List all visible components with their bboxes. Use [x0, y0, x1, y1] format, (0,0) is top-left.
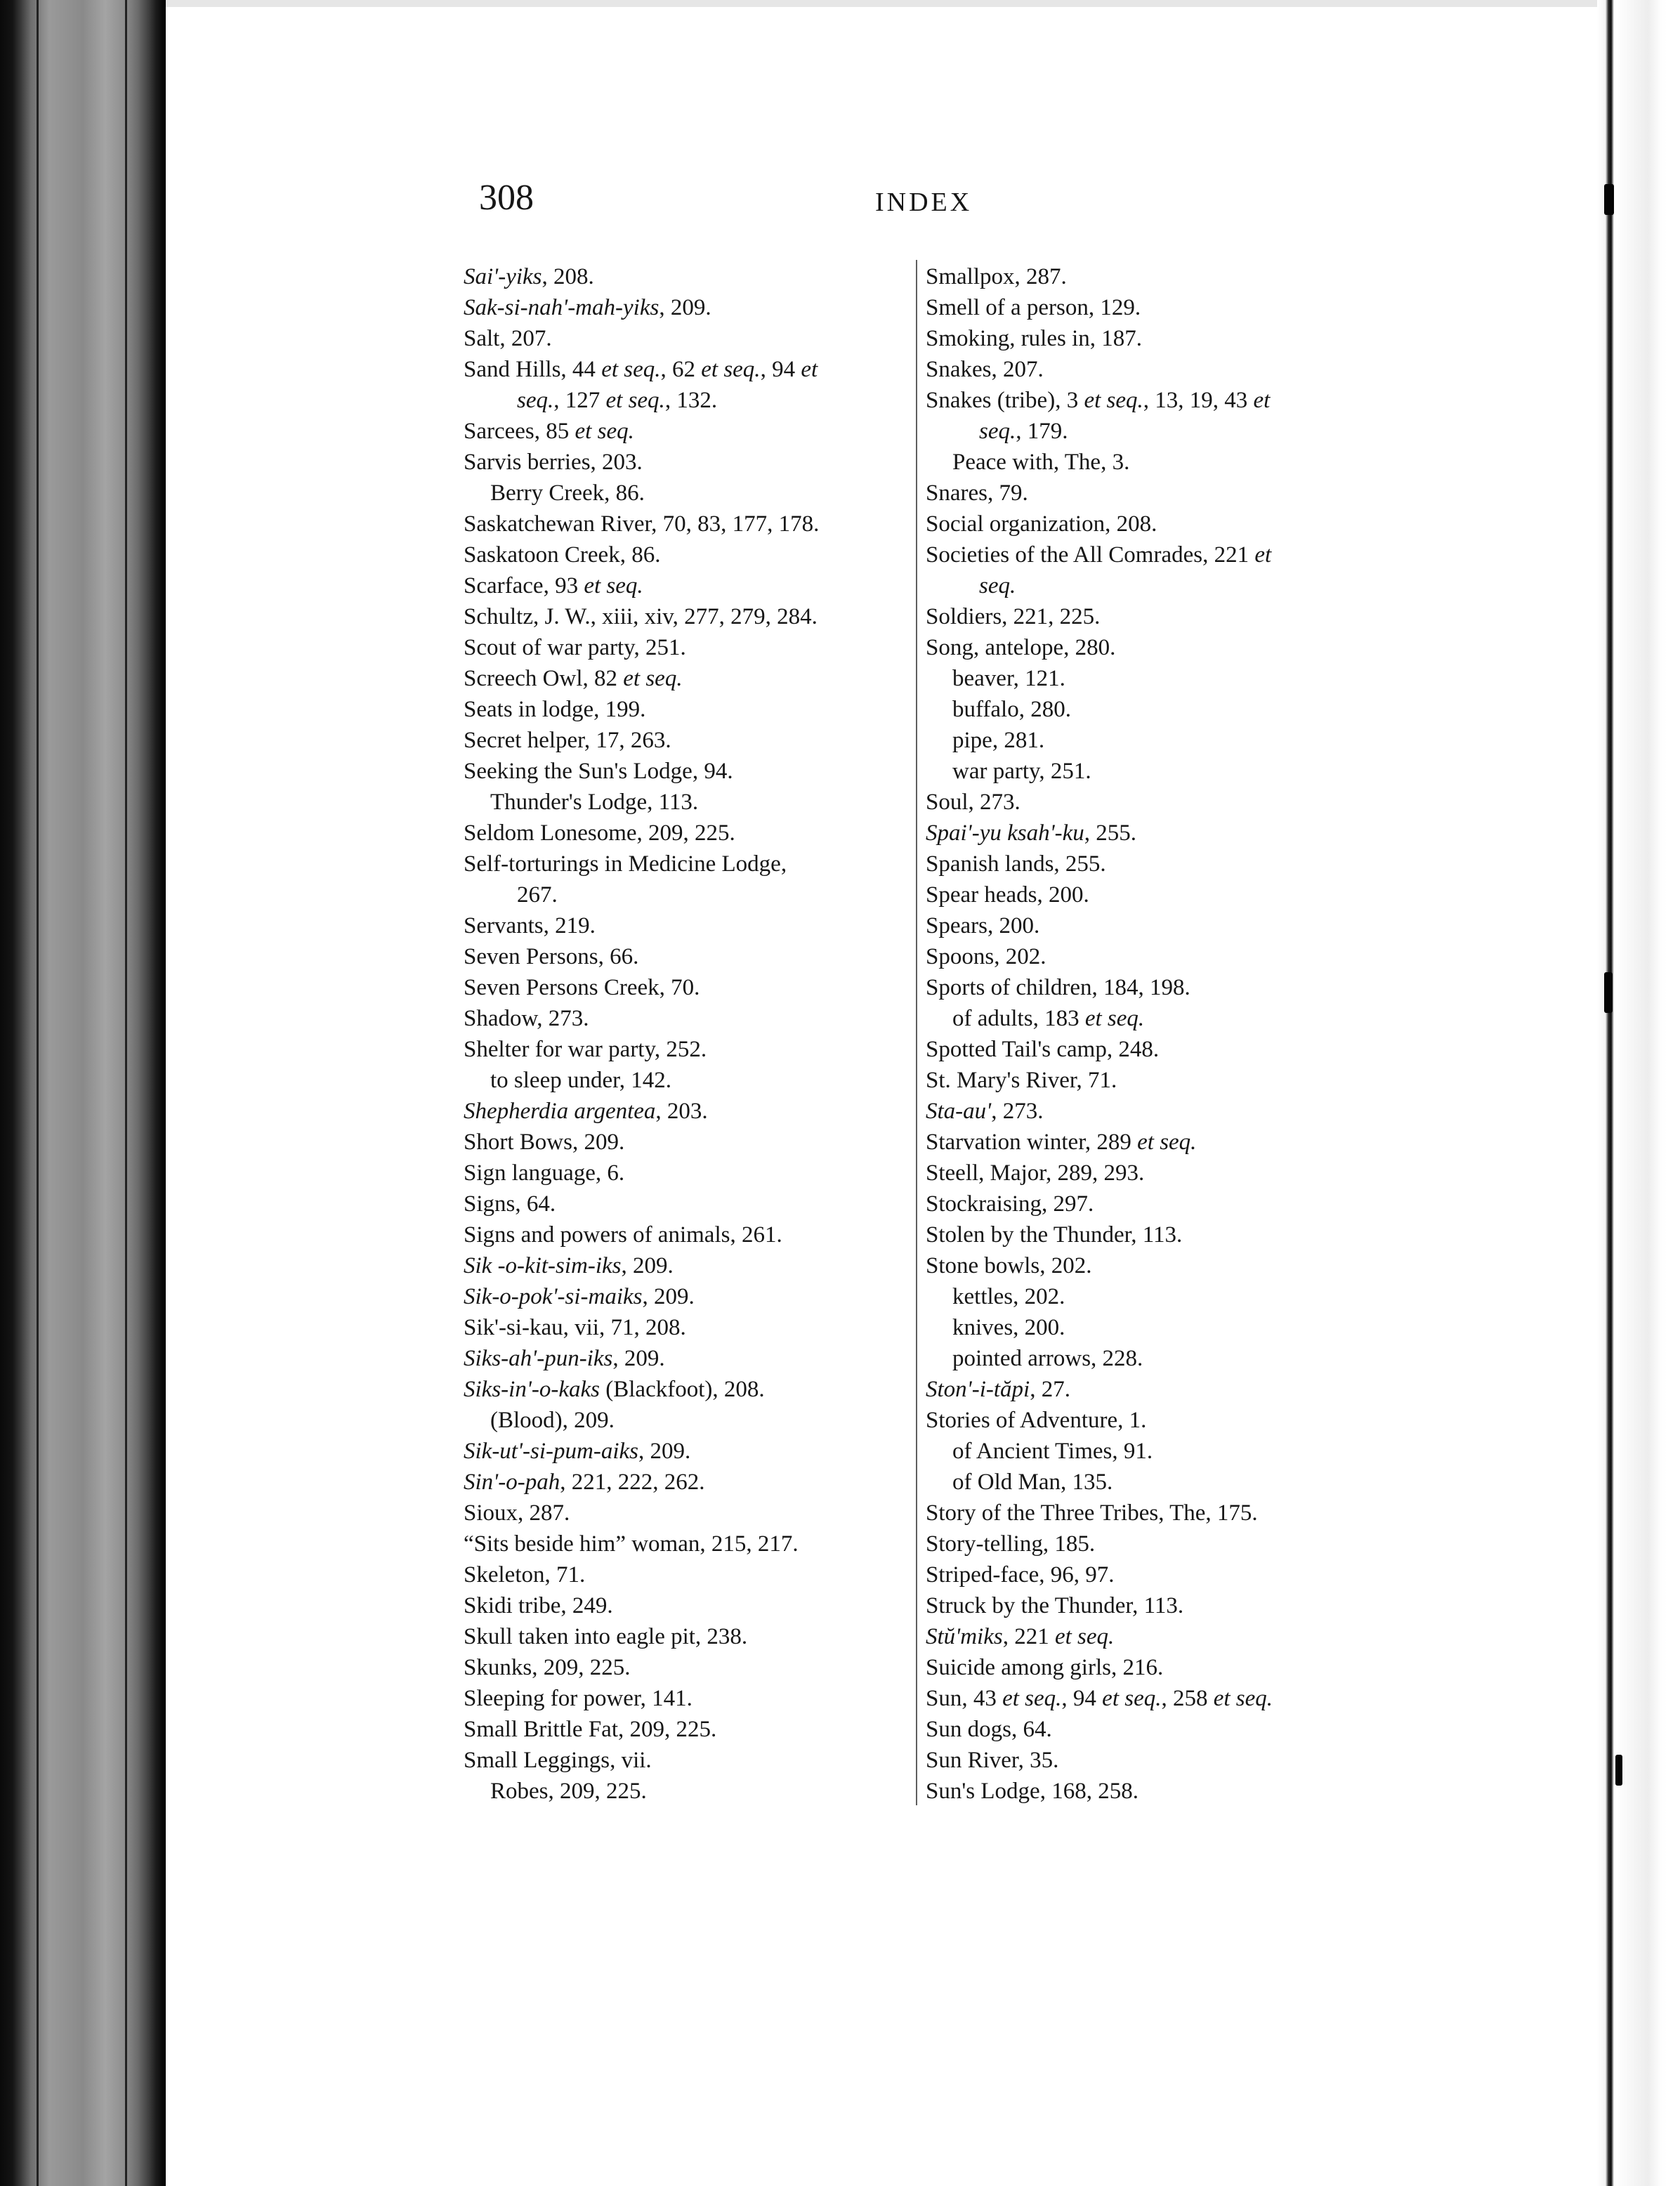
italic-term: Ston'-i-tăpi — [926, 1377, 1030, 1402]
edge-mark — [1615, 1755, 1622, 1786]
entry-text: Spotted Tail's camp, 248. — [926, 1037, 1160, 1062]
index-entry — [464, 1436, 921, 1467]
italic-term: et seq. — [1002, 1686, 1062, 1711]
italic-term: et seq. — [623, 666, 683, 691]
index-entry — [464, 1590, 921, 1621]
index-entry — [926, 632, 1417, 663]
entry-text: Sign language, 6. — [464, 1160, 625, 1186]
entry-text: Secret helper, 17, 263. — [464, 728, 671, 753]
index-entry — [464, 1652, 921, 1683]
index-entry — [926, 849, 1417, 879]
index-entry — [926, 1621, 1417, 1652]
entry-text: Steell, Major, 289, 293. — [926, 1160, 1145, 1186]
index-entry — [464, 1498, 921, 1529]
entry-text: beaver, 121. — [952, 666, 1065, 691]
italic-term: et seq. — [584, 573, 643, 598]
entry-text: of Old Man, 135. — [952, 1470, 1113, 1495]
entry-text: 267. — [517, 882, 558, 908]
entry-text: “Sits beside him” woman, 215, 217. — [464, 1531, 799, 1557]
index-entry — [926, 1219, 1417, 1250]
entry-text: Skull taken into eagle pit, 238. — [464, 1624, 748, 1649]
index-entry — [926, 941, 1417, 972]
entry-text: , 209. — [621, 1253, 674, 1278]
index-entry — [926, 1405, 1417, 1436]
index-entry-continuation — [464, 385, 921, 416]
italic-term: et seq. — [1137, 1130, 1197, 1155]
entry-text: Robes, 209, 225. — [490, 1779, 647, 1804]
italic-term: et — [1254, 542, 1272, 568]
entry-text: Salt, 207. — [464, 326, 552, 351]
index-entry — [464, 1621, 921, 1652]
entry-text: , 208. — [542, 264, 594, 289]
entry-text: Starvation winter, 289 — [926, 1130, 1138, 1155]
entry-text: Scarface, 93 — [464, 573, 584, 598]
index-entry — [926, 292, 1417, 323]
entry-text: Song, antelope, 280. — [926, 635, 1116, 660]
entry-text: Saskatchewan River, 70, 83, 177, 178. — [464, 511, 820, 537]
index-entry — [464, 416, 921, 447]
italic-term: et seq. — [1084, 1006, 1145, 1031]
index-column-left — [464, 261, 921, 1807]
index-entry — [464, 1219, 921, 1250]
index-entry — [464, 1189, 921, 1219]
entry-text: Berry Creek, 86. — [490, 480, 645, 506]
italic-term: seq. — [979, 419, 1016, 444]
index-entry — [464, 849, 921, 879]
entry-text: knives, 200. — [952, 1315, 1065, 1340]
index-entry — [926, 1559, 1417, 1590]
entry-text: Skunks, 209, 225. — [464, 1655, 631, 1680]
entry-text: , 258 — [1161, 1686, 1214, 1711]
entry-text: Thunder's Lodge, 113. — [490, 790, 699, 815]
italic-term: Sin'-o-pah — [464, 1470, 560, 1495]
index-subentry — [926, 1312, 1417, 1343]
entry-text: , 62 — [660, 357, 702, 382]
entry-text: to sleep under, 142. — [490, 1068, 672, 1093]
index-entry — [464, 1559, 921, 1590]
index-entry — [926, 1776, 1417, 1807]
edge-mark — [1604, 972, 1613, 1013]
index-subentry — [464, 787, 921, 818]
index-entry — [464, 1034, 921, 1065]
italic-term: et seq. — [601, 357, 661, 382]
index-subentry — [926, 1343, 1417, 1374]
italic-term: Shepherdia argentea — [464, 1099, 656, 1124]
page-right-edge — [1597, 0, 1680, 2186]
index-entry — [926, 910, 1417, 941]
index-entry — [464, 941, 921, 972]
index-entry — [926, 787, 1417, 818]
book-binding-edge — [0, 0, 166, 2186]
entry-text: Sleeping for power, 141. — [464, 1686, 693, 1711]
index-entry — [464, 663, 921, 694]
index-entry — [926, 539, 1417, 570]
italic-term: et seq. — [575, 419, 634, 444]
entry-text: pipe, 281. — [952, 728, 1045, 753]
entry-text: Signs, 64. — [464, 1191, 556, 1217]
entry-text: Sarcees, 85 — [464, 419, 575, 444]
entry-text: Sun dogs, 64. — [926, 1717, 1052, 1742]
entry-text: war party, 251. — [952, 759, 1091, 784]
entry-text: , 255. — [1084, 820, 1137, 846]
entry-text: Snakes (tribe), 3 — [926, 388, 1084, 413]
index-entry — [464, 1714, 921, 1745]
italic-term: Stŭ'miks — [926, 1624, 1003, 1649]
index-entry — [464, 632, 921, 663]
entry-text: Snakes, 207. — [926, 357, 1044, 382]
entry-text: Sun's Lodge, 168, 258. — [926, 1779, 1138, 1804]
entry-text: , 209. — [642, 1284, 695, 1309]
entry-text: Soul, 273. — [926, 790, 1021, 815]
entry-text: of adults, 183 — [952, 1006, 1085, 1031]
italic-term: Sik-ut'-si-pum-aiks — [464, 1439, 638, 1464]
entry-text: Signs and powers of animals, 261. — [464, 1222, 782, 1248]
entry-text: Story-telling, 185. — [926, 1531, 1096, 1557]
index-entry — [926, 1096, 1417, 1127]
index-entry-continuation — [464, 879, 921, 910]
index-entry — [926, 1498, 1417, 1529]
index-entry — [464, 447, 921, 478]
index-entry — [926, 354, 1417, 385]
italic-term: Sak-si-nah'-mah-yiks — [464, 295, 659, 320]
italic-term: Siks-in'-o-kaks — [464, 1377, 600, 1402]
entry-text: Saskatoon Creek, 86. — [464, 542, 661, 568]
italic-term: et — [801, 357, 818, 382]
italic-term: Sik-o-pok'-si-maiks — [464, 1284, 643, 1309]
entry-text: , 209. — [659, 295, 711, 320]
index-entry — [926, 1189, 1417, 1219]
italic-term: seq. — [979, 573, 1016, 598]
index-subentry — [464, 1405, 921, 1436]
entry-text: , 27. — [1030, 1377, 1070, 1402]
italic-term: et seq. — [1084, 388, 1143, 413]
italic-term: Spai'-yu ksah'-ku — [926, 820, 1084, 846]
entry-text: (Blackfoot), 208. — [600, 1377, 765, 1402]
entry-text: Shelter for war party, 252. — [464, 1037, 707, 1062]
entry-text: Scout of war party, 251. — [464, 635, 686, 660]
entry-text: , 179. — [1016, 419, 1068, 444]
index-subentry — [464, 1065, 921, 1096]
entry-text: Skeleton, 71. — [464, 1562, 586, 1588]
index-entry — [464, 818, 921, 849]
index-entry — [464, 725, 921, 756]
index-entry — [926, 1745, 1417, 1776]
entry-text: Seeking the Sun's Lodge, 94. — [464, 759, 733, 784]
entry-text: , 209. — [612, 1346, 665, 1371]
index-entry — [926, 1529, 1417, 1559]
page-number: 308 — [479, 178, 534, 218]
entry-text: , 273. — [991, 1099, 1044, 1124]
entry-text: Seats in lodge, 199. — [464, 697, 646, 722]
entry-text: Smell of a person, 129. — [926, 295, 1141, 320]
entry-text: , 132. — [664, 388, 718, 413]
entry-text: Self-torturings in Medicine Lodge, — [464, 851, 787, 877]
entry-text: Stories of Adventure, 1. — [926, 1408, 1147, 1433]
entry-text: Stolen by the Thunder, 113. — [926, 1222, 1183, 1248]
binding-line — [125, 0, 127, 2186]
entry-text: , 13, 19, 43 — [1143, 388, 1254, 413]
index-entry — [464, 1281, 921, 1312]
index-entry — [464, 1374, 921, 1405]
index-entry — [926, 972, 1417, 1003]
italic-term: et seq. — [701, 357, 761, 382]
index-entry — [464, 694, 921, 725]
index-subentry — [926, 1467, 1417, 1498]
index-entry — [464, 601, 921, 632]
entry-text: Seven Persons Creek, 70. — [464, 975, 700, 1000]
index-subentry — [464, 478, 921, 509]
index-entry — [926, 1374, 1417, 1405]
entry-text: Seven Persons, 66. — [464, 944, 639, 969]
entry-text: , 221 — [1002, 1624, 1055, 1649]
index-entry — [464, 261, 921, 292]
entry-text: Sand Hills, 44 — [464, 357, 602, 382]
index-subentry — [926, 725, 1417, 756]
index-entry — [926, 261, 1417, 292]
index-entry-continuation — [926, 416, 1417, 447]
index-subentry — [926, 756, 1417, 787]
index-subentry — [926, 694, 1417, 725]
italic-term: et seq. — [1054, 1624, 1115, 1649]
italic-term: Siks-ah'-pun-iks — [464, 1346, 613, 1371]
entry-text: , 127 — [553, 388, 606, 413]
index-entry — [464, 1467, 921, 1498]
index-entry — [926, 509, 1417, 539]
index-entry — [926, 1034, 1417, 1065]
entry-text: Schultz, J. W., xiii, xiv, 277, 279, 284. — [464, 604, 818, 629]
entry-text: Societies of the All Comrades, 221 — [926, 542, 1255, 568]
index-entry — [926, 1683, 1417, 1714]
entry-text: Small Brittle Fat, 209, 225. — [464, 1717, 717, 1742]
entry-text: Stockraising, 297. — [926, 1191, 1094, 1217]
entry-text: Sik'-si-kau, vii, 71, 208. — [464, 1315, 686, 1340]
index-entry — [464, 1683, 921, 1714]
entry-text: Shadow, 273. — [464, 1006, 589, 1031]
index-entry — [464, 354, 921, 385]
italic-term: seq. — [517, 388, 554, 413]
index-subentry — [926, 447, 1417, 478]
index-subentry — [926, 1281, 1417, 1312]
entry-text: pointed arrows, 228. — [952, 1346, 1143, 1371]
entry-text: , 94 — [760, 357, 801, 382]
index-entry — [464, 323, 921, 354]
index-entry — [926, 1127, 1417, 1158]
index-entry — [464, 1127, 921, 1158]
entry-text: Struck by the Thunder, 113. — [926, 1593, 1184, 1618]
italic-term: Sai'-yiks — [464, 264, 542, 289]
italic-term: et — [1253, 388, 1271, 413]
index-entry — [464, 539, 921, 570]
italic-term: et seq. — [1102, 1686, 1162, 1711]
index-entry — [464, 1343, 921, 1374]
entry-text: Small Leggings, vii. — [464, 1748, 652, 1773]
entry-text: (Blood), 209. — [490, 1408, 615, 1433]
entry-text: , 221, 222, 262. — [560, 1470, 705, 1495]
index-entry — [926, 1250, 1417, 1281]
entry-text: Spears, 200. — [926, 913, 1040, 938]
index-entry-continuation — [926, 570, 1417, 601]
index-subentry — [926, 1003, 1417, 1034]
entry-text: Seldom Lonesome, 209, 225. — [464, 820, 735, 846]
index-subentry — [926, 663, 1417, 694]
entry-text: Sports of children, 184, 198. — [926, 975, 1190, 1000]
entry-text: Story of the Three Tribes, The, 175. — [926, 1500, 1258, 1526]
entry-text: kettles, 202. — [952, 1284, 1065, 1309]
italic-term: Sik -o-kit-sim-iks — [464, 1253, 622, 1278]
entry-text: Sun River, 35. — [926, 1748, 1059, 1773]
entry-text: Soldiers, 221, 225. — [926, 604, 1101, 629]
entry-text: , 203. — [655, 1099, 708, 1124]
index-entry — [464, 1529, 921, 1559]
binding-line — [37, 0, 39, 2186]
index-entry — [926, 879, 1417, 910]
index-subentry — [926, 1436, 1417, 1467]
index-entry — [464, 1250, 921, 1281]
entry-text: , 94 — [1061, 1686, 1103, 1711]
italic-term: et seq. — [605, 388, 665, 413]
entry-text: Servants, 219. — [464, 913, 596, 938]
edge-mark — [1604, 184, 1614, 215]
entry-text: Smallpox, 287. — [926, 264, 1067, 289]
entry-text: Stone bowls, 202. — [926, 1253, 1092, 1278]
italic-term: Sta-au' — [926, 1099, 992, 1124]
entry-text: St. Mary's River, 71. — [926, 1068, 1117, 1093]
italic-term: et seq. — [1213, 1686, 1273, 1711]
entry-text: Spear heads, 200. — [926, 882, 1089, 908]
entry-text: Social organization, 208. — [926, 511, 1157, 537]
index-entry — [926, 1652, 1417, 1683]
entry-text: Peace with, The, 3. — [952, 450, 1130, 475]
entry-text: Smoking, rules in, 187. — [926, 326, 1143, 351]
entry-text: Skidi tribe, 249. — [464, 1593, 613, 1618]
entry-text: Spanish lands, 255. — [926, 851, 1106, 877]
entry-text: Sioux, 287. — [464, 1500, 570, 1526]
entry-text: Snares, 79. — [926, 480, 1028, 506]
index-entry — [464, 509, 921, 539]
index-entry — [926, 1158, 1417, 1189]
index-entry — [926, 1065, 1417, 1096]
entry-text: Screech Owl, 82 — [464, 666, 624, 691]
index-entry — [464, 756, 921, 787]
index-column-right — [926, 261, 1417, 1807]
entry-text: of Ancient Times, 91. — [952, 1439, 1153, 1464]
index-entry — [464, 1003, 921, 1034]
index-subentry — [464, 1776, 921, 1807]
index-entry — [464, 972, 921, 1003]
index-entry — [464, 1312, 921, 1343]
column-divider — [916, 260, 917, 1805]
index-entry — [464, 292, 921, 323]
index-entry — [464, 1745, 921, 1776]
entry-text: buffalo, 280. — [952, 697, 1071, 722]
index-entry — [926, 323, 1417, 354]
index-entry — [926, 818, 1417, 849]
page-top-shadow — [166, 0, 1599, 7]
index-entry — [926, 478, 1417, 509]
index-entry — [464, 1158, 921, 1189]
entry-text: Striped-face, 96, 97. — [926, 1562, 1115, 1588]
entry-text: , 209. — [638, 1439, 691, 1464]
index-entry — [464, 570, 921, 601]
index-entry — [464, 1096, 921, 1127]
entry-text: Short Bows, 209. — [464, 1130, 625, 1155]
entry-text: Spoons, 202. — [926, 944, 1046, 969]
entry-text: Sarvis berries, 203. — [464, 450, 643, 475]
index-entry — [926, 1590, 1417, 1621]
entry-text: Sun, 43 — [926, 1686, 1003, 1711]
index-entry — [464, 910, 921, 941]
running-head: INDEX — [875, 188, 973, 217]
entry-text: Suicide among girls, 216. — [926, 1655, 1164, 1680]
index-entry — [926, 385, 1417, 416]
index-entry — [926, 601, 1417, 632]
index-entry — [926, 1714, 1417, 1745]
